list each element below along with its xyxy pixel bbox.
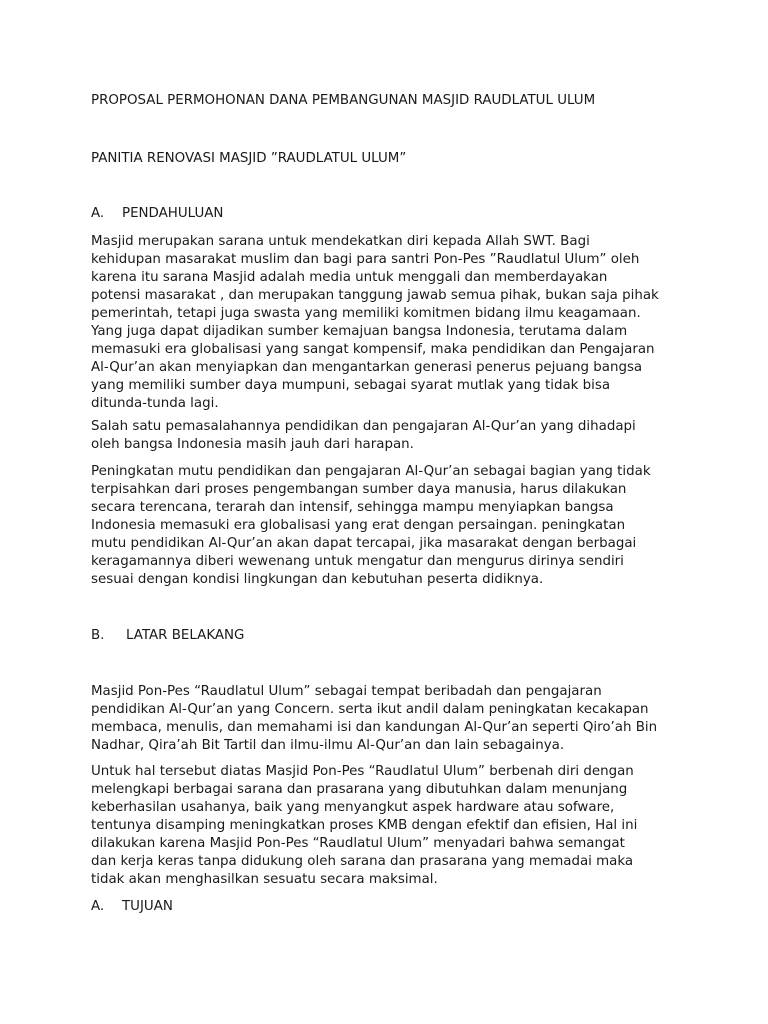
text-line: Salah satu pemasalahannya pendidikan dan pengajaran Al-Qur’an yang dihadapi xyxy=(91,419,636,434)
text-line: Peningkatan mutu pendidikan dan pengajaran Al-Qur’an sebagai bagian yang tidak xyxy=(91,464,651,479)
text-line: oleh bangsa Indonesia masih jauh dari harapan. xyxy=(91,437,414,452)
text-line: pemerintah, tetapi juga swasta yang memiliki komitmen bidang ilmu keagamaan. xyxy=(91,306,641,321)
text-line: ditunda-tunda lagi. xyxy=(91,396,219,411)
section-a-paragraph-2 xyxy=(91,418,691,454)
text-line: mutu pendidikan Al-Qur’an akan dapat tercapai, jika masarakat dengan berbagai xyxy=(91,536,637,551)
section-b-title: LATAR BELAKANG xyxy=(126,628,245,643)
text-line: Masjid Pon-Pes “Raudlatul Ulum” sebagai tempat beribadah dan pengajaran xyxy=(91,684,602,699)
text-line: dilakukan karena Masjid Pon-Pes “Raudlatul Ulum” menyadari bahwa semangat xyxy=(91,836,625,851)
text-line: kehidupan masarakat muslim dan bagi para santri Pon-Pes ”Raudlatul Ulum” oleh xyxy=(91,252,640,267)
text-line: secara terencana, terarah dan intensif, sehingga mampu menyiapkan bangsa xyxy=(91,500,614,515)
text-line: Nadhar, Qira’ah Bit Tartil dan ilmu-ilmu Al-Qur’an dan lain sebagainya. xyxy=(91,738,565,753)
text-line: keragamannya diberi wewenang untuk mengatur dan mengurus dirinya sendiri xyxy=(91,554,624,569)
section-c-title: TUJUAN xyxy=(122,899,173,914)
text-line: Yang juga dapat dijadikan sumber kemajuan bangsa Indonesia, terutama dalam xyxy=(91,324,628,339)
text-line: tidak akan menghasilkan sesuatu secara maksimal. xyxy=(91,872,438,887)
section-b-paragraph-2 xyxy=(91,763,691,889)
section-b-paragraph-1 xyxy=(91,683,691,755)
committee-name: PANITIA RENOVASI MASJID ”RAUDLATUL ULUM” xyxy=(91,151,407,166)
section-a-paragraph-3 xyxy=(91,463,691,589)
section-a-title: PENDAHULUAN xyxy=(122,206,224,221)
section-c-letter: A. xyxy=(91,899,105,914)
text-line: karena itu sarana Masjid adalah media untuk menggali dan memberdayakan xyxy=(91,270,608,285)
text-line: potensi masarakat , dan merupakan tanggung jawab semua pihak, bukan saja pihak xyxy=(91,288,659,303)
text-line: Al-Qur’an akan menyiapkan dan mengantarkan generasi penerus pejuang bangsa xyxy=(91,360,643,375)
text-line: tentunya disamping meningkatkan proses KMB dengan efektif dan efisien, Hal ini xyxy=(91,818,638,833)
text-line: memasuki era globalisasi yang sangat kompensif, maka pendidikan dan Pengajaran xyxy=(91,342,655,357)
text-line: yang memiliki sumber daya mumpuni, sebagai syarat mutlak yang tidak bisa xyxy=(91,378,611,393)
document-title: PROPOSAL PERMOHONAN DANA PEMBANGUNAN MASJID RAUDLATUL ULUM xyxy=(91,93,596,108)
text-line: Masjid merupakan sarana untuk mendekatkan diri kepada Allah SWT. Bagi xyxy=(91,234,590,249)
text-line: Untuk hal tersebut diatas Masjid Pon-Pes “Raudlatul Ulum” berbenah diri dengan xyxy=(91,764,634,779)
text-line: dan kerja keras tanpa didukung oleh sarana dan prasarana yang memadai maka xyxy=(91,854,634,869)
text-line: Indonesia memasuki era globalisasi yang erat dengan persaingan. peningkatan xyxy=(91,518,626,533)
text-line: pendidikan Al-Qur’an yang Concern. serta ikut andil dalam peningkatan kecakapan xyxy=(91,702,649,717)
section-a-paragraph-1 xyxy=(91,233,691,413)
text-line: membaca, menulis, dan memahami isi dan kandungan Al-Qur’an seperti Qiro’ah Bin xyxy=(91,720,658,735)
text-line: melengkapi berbagai sarana dan prasarana yang dibutuhkan dalam menunjang xyxy=(91,782,628,797)
section-a-letter: A. xyxy=(91,206,105,221)
text-line: keberhasilan usahanya, baik yang menyangkut aspek hardware atau sofware, xyxy=(91,800,615,815)
text-line: terpisahkan dari proses pengembangan sumber daya manusia, harus dilakukan xyxy=(91,482,627,497)
text-line: sesuai dengan kondisi lingkungan dan kebutuhan peserta didiknya. xyxy=(91,572,544,587)
section-b-letter: B. xyxy=(91,628,105,643)
